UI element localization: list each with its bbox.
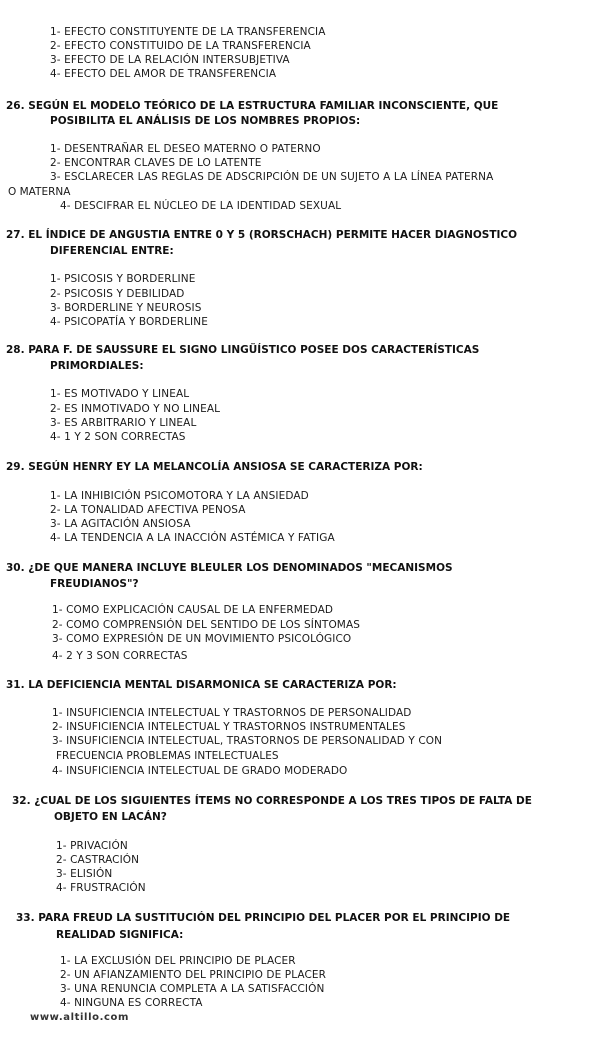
- q26-option-3-wrap: O MATERNA: [8, 186, 71, 198]
- q30-option-4: 4- 2 Y 3 SON CORRECTAS: [52, 650, 188, 662]
- q30-option-3: 3- COMO EXPRESIÓN DE UN MOVIMIENTO PSICOLÓGICO: [52, 633, 352, 645]
- q29-option-1: 1- LA INHIBICIÓN PSICOMOTORA Y LA ANSIEDAD: [50, 490, 309, 502]
- q27-option-1: 1- PSICOSIS Y BORDERLINE: [50, 273, 196, 285]
- q32-question-line2: OBJETO EN LACÁN?: [54, 811, 167, 823]
- q28-option-2: 2- ES INMOTIVADO Y NO LINEAL: [50, 403, 221, 415]
- footer-site-link[interactable]: www.altillo.com: [30, 1012, 129, 1023]
- q30-question-line2: FREUDIANOS"?: [50, 578, 139, 590]
- q31-option-3-wrap: FRECUENCIA PROBLEMAS INTELECTUALES: [56, 750, 279, 762]
- q27-question-line2: DIFERENCIAL ENTRE:: [50, 245, 174, 257]
- q27-question-line1: 27. EL ÍNDICE DE ANGUSTIA ENTRE 0 Y 5 (RORSCHACH) PERMITE HACER DIAGNOSTICO: [6, 229, 518, 241]
- q32-option-1: 1- PRIVACIÓN: [56, 840, 128, 852]
- q30-option-1: 1- COMO EXPLICACIÓN CAUSAL DE LA ENFERMEDAD: [52, 604, 334, 616]
- q32-question-line1: 32. ¿CUAL DE LOS SIGUIENTES ÍTEMS NO CORRESPONDE A LOS TRES TIPOS DE FALTA DE: [12, 795, 532, 807]
- q26-option-4: 4- DESCIFRAR EL NÚCLEO DE LA IDENTIDAD SEXUAL: [60, 200, 342, 212]
- q33-option-2: 2- UN AFIANZAMIENTO DEL PRINCIPIO DE PLACER: [60, 969, 327, 981]
- q27-option-2: 2- PSICOSIS Y DEBILIDAD: [50, 288, 185, 300]
- q26-option-3: 3- ESCLARECER LAS REGLAS DE ADSCRIPCIÓN DE UN SUJETO A LA LÍNEA PATERNA: [50, 171, 494, 183]
- q29-option-4: 4- LA TENDENCIA A LA INACCIÓN ASTÉMICA Y FATIGA: [50, 532, 335, 544]
- q28-option-4: 4- 1 Y 2 SON CORRECTAS: [50, 431, 186, 443]
- q26-option-2: 2- ENCONTRAR CLAVES DE LO LATENTE: [50, 157, 262, 169]
- q31-option-1: 1- INSUFICIENCIA INTELECTUAL Y TRASTORNOS DE PERSONALIDAD: [52, 707, 412, 719]
- q28-question-line2: PRIMORDIALES:: [50, 360, 144, 372]
- q31-question-line1: 31. LA DEFICIENCIA MENTAL DISARMONICA SE CARACTERIZA POR:: [6, 679, 397, 691]
- q25-option-4: 4- EFECTO DEL AMOR DE TRANSFERENCIA: [50, 68, 277, 80]
- q32-option-2: 2- CASTRACIÓN: [56, 854, 140, 866]
- q33-option-1: 1- LA EXCLUSIÓN DEL PRINCIPIO DE PLACER: [60, 955, 296, 967]
- q33-question-line2: REALIDAD SIGNIFICA:: [56, 929, 184, 941]
- q33-question-line1: 33. PARA FREUD LA SUSTITUCIÓN DEL PRINCIPIO DEL PLACER POR EL PRINCIPIO DE: [16, 912, 511, 924]
- q29-option-2: 2- LA TONALIDAD AFECTIVA PENOSA: [50, 504, 246, 516]
- q28-option-1: 1- ES MOTIVADO Y LINEAL: [50, 388, 190, 400]
- q29-option-3: 3- LA AGITACIÓN ANSIOSA: [50, 518, 191, 530]
- q26-option-1: 1- DESENTRAÑAR EL DESEO MATERNO O PATERNO: [50, 143, 321, 155]
- q28-question-line1: 28. PARA F. DE SAUSSURE EL SIGNO LINGÜÍSTICO POSEE DOS CARACTERÍSTICAS: [6, 344, 480, 356]
- q25-option-3: 3- EFECTO DE LA RELACIÓN INTERSUBJETIVA: [50, 54, 290, 66]
- q26-question-line1: 26. SEGÚN EL MODELO TEÓRICO DE LA ESTRUCTURA FAMILIAR INCONSCIENTE, QUE: [6, 100, 499, 112]
- q26-question-line2: POSIBILITA EL ANÁLISIS DE LOS NOMBRES PROPIOS:: [50, 115, 361, 127]
- q28-option-3: 3- ES ARBITRARIO Y LINEAL: [50, 417, 197, 429]
- q31-option-4: 4- INSUFICIENCIA INTELECTUAL DE GRADO MODERADO: [52, 765, 348, 777]
- q31-option-2: 2- INSUFICIENCIA INTELECTUAL Y TRASTORNOS INSTRUMENTALES: [52, 721, 406, 733]
- q31-option-3: 3- INSUFICIENCIA INTELECTUAL, TRASTORNOS DE PERSONALIDAD Y CON: [52, 735, 443, 747]
- q33-option-4: 4- NINGUNA ES CORRECTA: [60, 997, 203, 1009]
- q33-option-3: 3- UNA RENUNCIA COMPLETA A LA SATISFACCIÓN: [60, 983, 325, 995]
- q25-option-2: 2- EFECTO CONSTITUIDO DE LA TRANSFERENCIA: [50, 40, 311, 52]
- q30-question-line1: 30. ¿DE QUE MANERA INCLUYE BLEULER LOS DENOMINADOS "MECANISMOS: [6, 562, 453, 574]
- q27-option-4: 4- PSICOPATÍA Y BORDERLINE: [50, 316, 208, 328]
- q25-option-1: 1- EFECTO CONSTITUYENTE DE LA TRANSFERENCIA: [50, 26, 326, 38]
- q32-option-3: 3- ELISIÓN: [56, 868, 113, 880]
- q27-option-3: 3- BORDERLINE Y NEUROSIS: [50, 302, 202, 314]
- q29-question-line1: 29. SEGÚN HENRY EY LA MELANCOLÍA ANSIOSA SE CARACTERIZA POR:: [6, 461, 423, 473]
- q30-option-2: 2- COMO COMPRENSIÓN DEL SENTIDO DE LOS SÍNTOMAS: [52, 619, 361, 631]
- q32-option-4: 4- FRUSTRACIÓN: [56, 882, 146, 894]
